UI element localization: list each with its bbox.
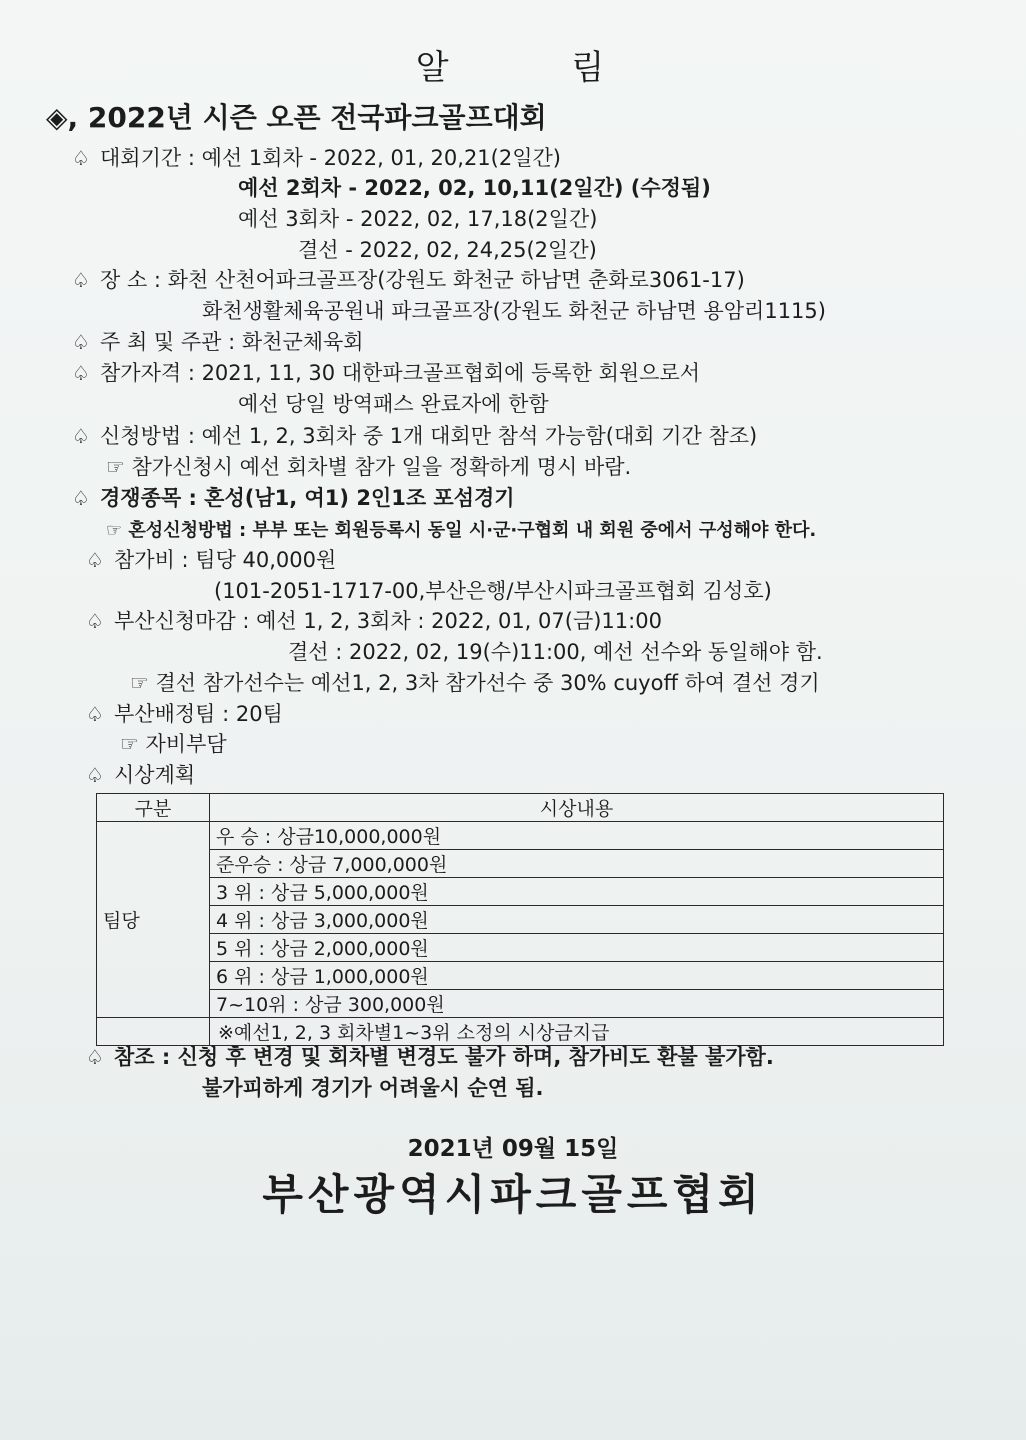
table-cell: 3 위 : 상금 5,000,000원	[210, 878, 944, 906]
table-row	[97, 906, 944, 934]
table-row	[97, 962, 944, 990]
table-cell: 7~10위 : 상금 300,000원	[210, 990, 944, 1018]
period-row	[72, 142, 561, 172]
table-row	[97, 990, 944, 1018]
fee-line-1: 참가비 : 팀당 40,000원	[114, 548, 337, 572]
table-header-row	[97, 794, 944, 822]
spade-icon: ♤	[72, 361, 90, 385]
teams-row	[86, 698, 283, 728]
table-cell: 4 위 : 상금 3,000,000원	[210, 906, 944, 934]
spade-icon: ♤	[72, 330, 90, 354]
organization-name: 부산광역시파크골프협회	[262, 1170, 764, 1219]
teams-note: ☞ 자비부담	[120, 732, 227, 756]
spade-icon: ♤	[72, 424, 90, 448]
table-header-category: 구분	[97, 794, 210, 822]
spade-icon: ♤	[72, 486, 90, 510]
spade-icon: ♤	[86, 702, 104, 726]
deadline-line-1: 부산신청마감 : 예선 1, 2, 3회차 : 2022, 01, 07(금)11:00	[114, 609, 662, 633]
spade-icon: ♤	[86, 1045, 104, 1069]
table-header-content: 시상내용	[210, 794, 944, 822]
remarks-line-1: 참조 : 신청 후 변경 및 회차별 변경도 불가 하며, 참가비도 환불 불가함.	[114, 1045, 774, 1069]
venue-row	[72, 264, 745, 294]
venue-line-1: 장 소 : 화천 산천어파크골프장(강원도 화천군 하남면 춘화로3061-17)	[100, 268, 745, 292]
apply-row	[72, 420, 757, 450]
table-cell: 6 위 : 상금 1,000,000원	[210, 962, 944, 990]
deadline-note: ☞ 결선 참가선수는 예선1, 2, 3차 참가선수 중 30% cuyoff 하여 결선 경기	[130, 671, 820, 695]
apply-note: ☞ 참가신청시 예선 회차별 참가 일을 정확하게 명시 바람.	[106, 455, 632, 479]
event-line-1: 경쟁종목 : 혼성(남1, 여1) 2인1조 포섬경기	[100, 486, 515, 510]
eligibility-line-2: 예선 당일 방역패스 완료자에 한함	[238, 392, 549, 416]
spade-icon: ♤	[86, 763, 104, 787]
table-footnote: ※예선1, 2, 3 회차별1~3위 소정의 시상금지급	[210, 1018, 944, 1046]
event-heading: ◈, 2022년 시즌 오픈 전국파크골프대회	[46, 101, 547, 134]
remarks-row	[86, 1041, 774, 1071]
fee-line-2: (101-2051-1717-00,부산은행/부산시파크골프협회 김성호)	[214, 579, 772, 603]
awards-label: 시상계획	[114, 763, 196, 787]
spade-icon: ♤	[72, 268, 90, 292]
spade-icon: ♤	[86, 548, 104, 572]
table-group-cell: 팀당	[97, 822, 210, 1018]
remarks-line-2: 불가피하게 경기가 어려울시 순연 됨.	[202, 1076, 544, 1100]
pointing-hand-icon: ☞	[130, 671, 149, 695]
period-line-4: 결선 - 2022, 02, 24,25(2일간)	[298, 238, 597, 262]
issue-date: 2021년 09월 15일	[407, 1136, 619, 1162]
period-line-2: 예선 2회차 - 2022, 02, 10,11(2일간) (수정됨)	[238, 176, 711, 200]
awards-table	[96, 793, 944, 1046]
deadline-line-2: 결선 : 2022, 02, 19(수)11:00, 예선 선수와 동일해야 함.	[288, 640, 823, 664]
spade-icon: ♤	[86, 609, 104, 633]
host-row	[72, 326, 364, 356]
table-cell: 준우승 : 상금 7,000,000원	[210, 850, 944, 878]
eligibility-line-1: 참가자격 : 2021, 11, 30 대한파크골프협회에 등록한 회원으로서	[100, 361, 701, 385]
document-title: 알 림	[415, 48, 611, 88]
pointing-hand-icon: ☞	[106, 520, 123, 541]
host-text: 주 최 및 주관 : 화천군체육회	[100, 330, 364, 354]
spade-icon: ♤	[72, 146, 90, 170]
table-row	[97, 822, 944, 850]
pointing-hand-icon: ☞	[120, 732, 139, 756]
period-label: 대회기간 : 예선 1회차 - 2022, 01, 20,21(2일간)	[100, 146, 561, 170]
venue-line-2: 화천생활체육공원내 파크골프장(강원도 화천군 하남면 용암리1115)	[202, 299, 826, 323]
apply-line-1: 신청방법 : 예선 1, 2, 3회차 중 1개 대회만 참석 가능함(대회 기간 참조)	[100, 424, 758, 448]
event-note: ☞ 혼성신청방법 : 부부 또는 회원등록시 동일 시·군·구협회 내 회원 중에서 구성해야 한다.	[106, 520, 817, 541]
table-cell: 5 위 : 상금 2,000,000원	[210, 934, 944, 962]
fee-row	[86, 544, 336, 574]
period-line-3: 예선 3회차 - 2022, 02, 17,18(2일간)	[238, 207, 598, 231]
awards-row	[86, 759, 195, 789]
deadline-row	[86, 605, 662, 635]
pointing-hand-icon: ☞	[106, 455, 125, 479]
table-cell: 우 승 : 상금10,000,000원	[210, 822, 944, 850]
table-row	[97, 878, 944, 906]
table-row	[97, 850, 944, 878]
eligibility-row	[72, 357, 700, 387]
event-row	[72, 482, 515, 512]
table-row	[97, 934, 944, 962]
teams-line-1: 부산배정팀 : 20팀	[114, 702, 283, 726]
